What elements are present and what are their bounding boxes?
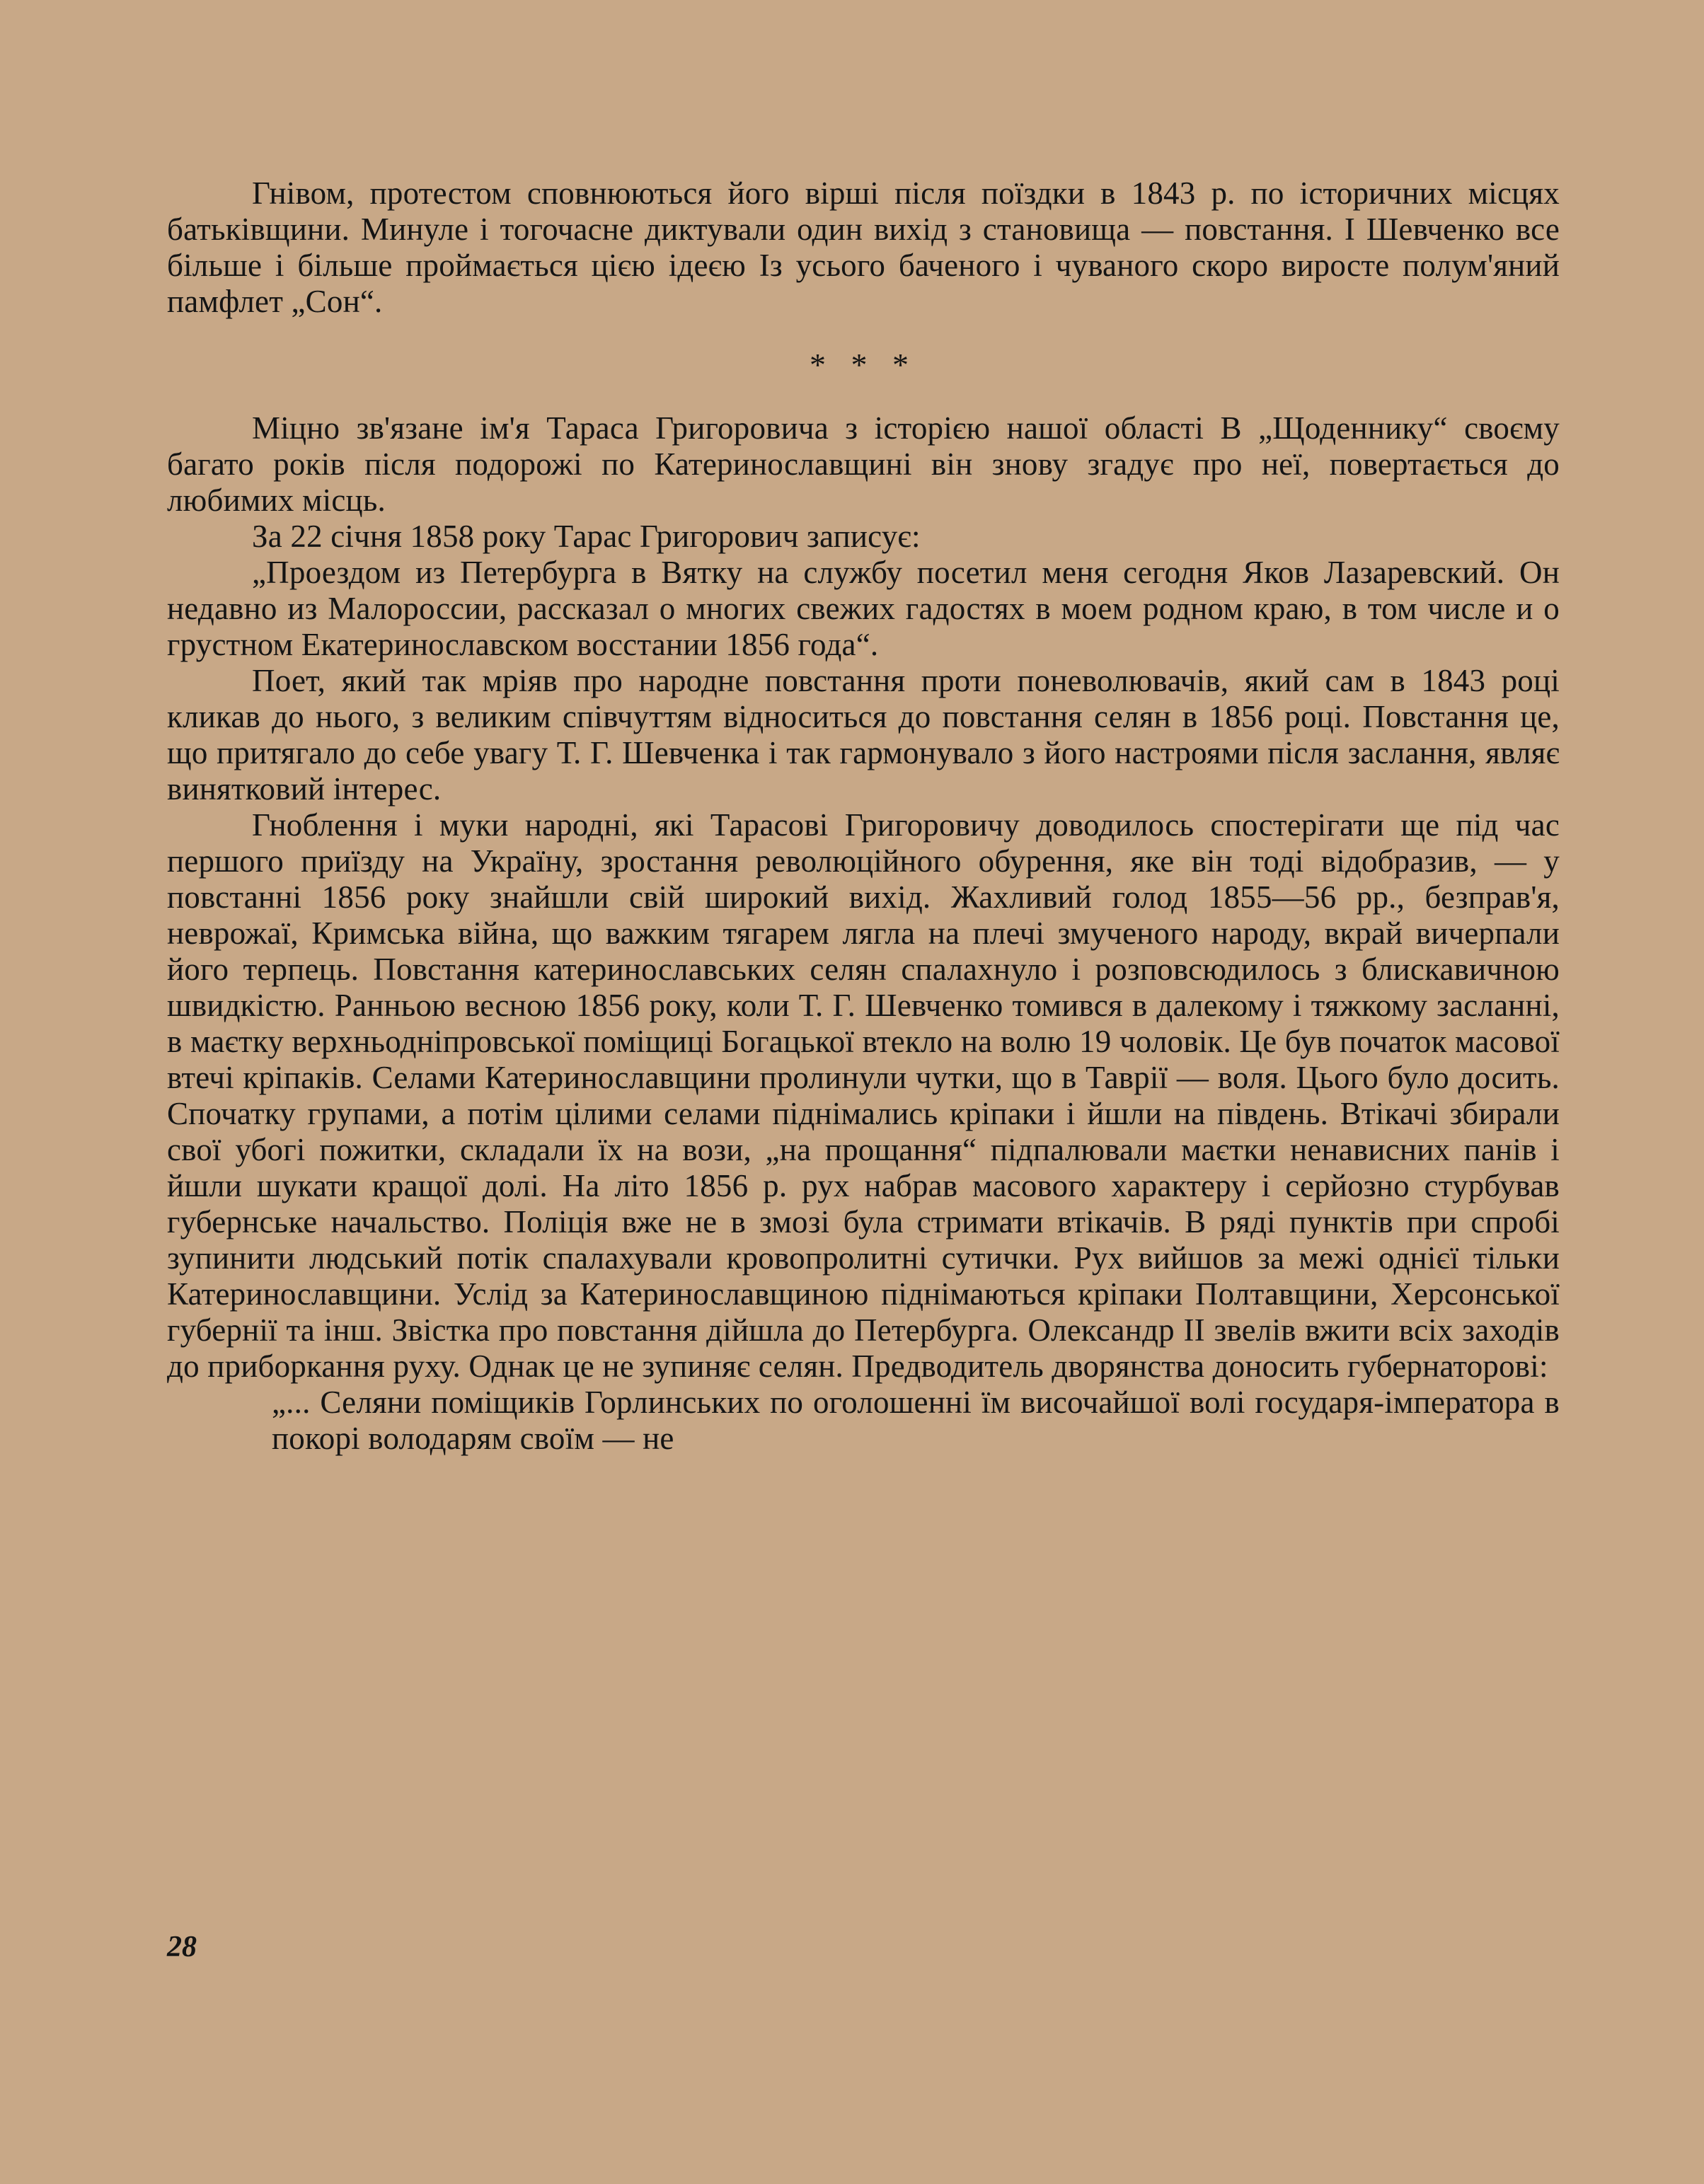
paragraph-diary-quote: „Проездом из Петербурга в Вятку на службу посетил меня сегодня Яков Лазаревский. Он недавно из Малороссии, рассказал о многих свежих гадостях в моем родном краю, в том числе и о грустном Екатеринославском восстании 1856 года“. xyxy=(167,555,1560,662)
paragraph-intro: Гнівом, протестом сповнюються його вірші після поїздки в 1843 р. по історичних місцях батьківщини. Минуле і тогочасне диктували один вихід з становища — повстання. І Шевченко все більше і більше проймається цією ідеєю Із усього баченого і чуваного скоро виросте полум'яний памфлет „Сон“. xyxy=(167,175,1560,319)
paragraph-diary-date: За 22 січня 1858 року Тарас Григорович записує: xyxy=(252,519,921,554)
document-page xyxy=(167,175,1560,1987)
page-number: 28 xyxy=(167,1931,197,1963)
paragraph-memory: Міцно зв'язане ім'я Тараса Григоровича з історією нашої області В „Щоденнику“ своєму багато років після подорожі по Катеринославщині він знову згадує про неї, повертається до любимих місць. xyxy=(167,410,1560,518)
paragraph-uprising: Гноблення і муки народні, які Тарасові Григоровичу доводилось спостерігати ще під час першого приїзду на Україну, зростання революційного обурення, яке він тоді відобразив, — у повстанні 1856 року знайшли свій широкий вихід. Жахливий голод 1855—56 рр., безправ'я, неврожаї, Кримська війна, що важким тягарем лягла на плечі змученого народу, вкрай вичерпали його терпець. Повстання катеринославських селян спалахнуло і розповсюдилось з блискавичною швидкістю. Ранньою весною 1856 року, коли Т. Г. Шевченко томився в далекому і тяжкому засланні, в маєтку верхньодніпровської поміщиці Богацької втекло на волю 19 чоловік. Це був початок масової втечі кріпаків. Селами Катеринославщини пролинули чутки, що в Таврії — воля. Цього було досить. Спочатку групами, а потім цілими селами піднімались кріпаки і йшли на південь. Втікачі збирали свої убогі пожитки, складали їх на вози, „на прощання“ підпалювали маєтки ненависних панів і йшли шукати кращої долі. На літо 1856 р. рух набрав масового характеру і серйозно стурбував губернське начальство. Поліція вже не в змозі була стримати втікачів. В ряді пунктів при спробі зупинити людський потік спалахували кровопролитні сутички. Рух вийшов за межі однієї тільки Катеринославщини. Услід за Катеринославщиною піднімаються кріпаки Полтавщини, Херсонської губернії та інш. Звістка про повстання дійшла до Петербурга. Олександр II звелів вжити всіх заходів до приборкання руху. Однак це не зупиняє селян. Предводитель дворянства доносить губернаторові: xyxy=(167,807,1560,1384)
paragraph-poet: Поет, який так мріяв про народне повстання проти поневолювачів, який сам в 1843 році кликав до нього, з великим співчуттям відноситься до повстання селян в 1856 році. Повстання це, що притягало до себе увагу Т. Г. Шевченка і так гармонувало з його настроями після заслання, являє винятковий інтерес. xyxy=(167,663,1560,807)
section-divider-stars: * * * xyxy=(810,347,917,383)
paragraph-report-quote: „... Селяни поміщиків Горлинських по оголошенні їм височайшої волі государя-імператора в покорі володарям своїм — не xyxy=(272,1385,1560,1456)
